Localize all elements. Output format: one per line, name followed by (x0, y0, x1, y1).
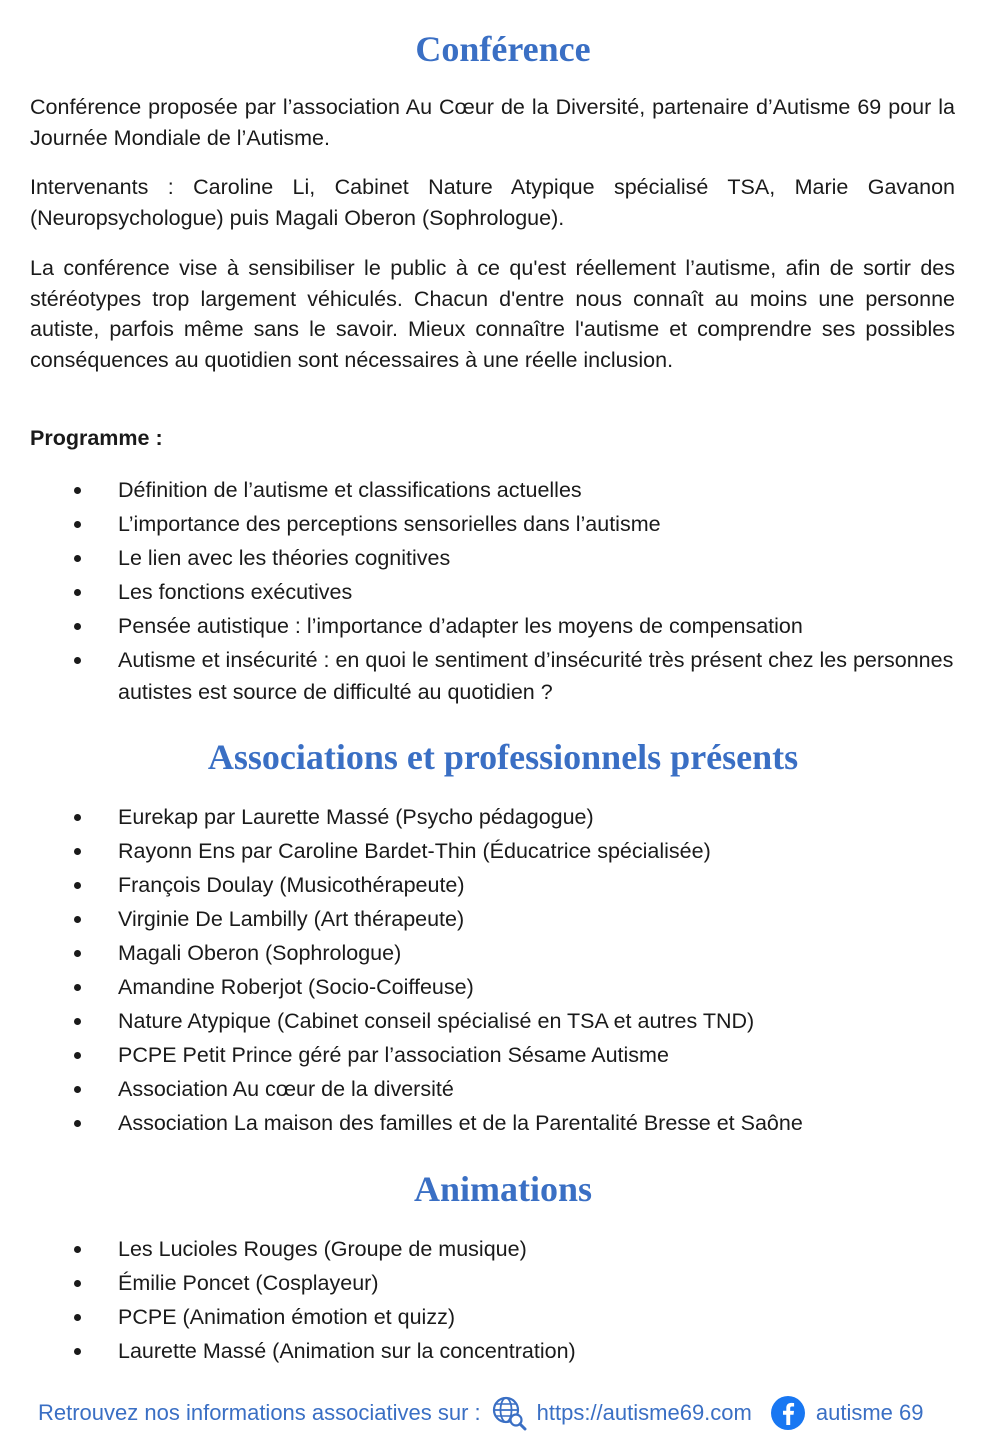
list-item: Les fonctions exécutives (30, 576, 960, 608)
program-label: Programme : (30, 426, 163, 450)
bullet-icon (74, 521, 81, 528)
footer-text: Retrouvez nos informations associatives sur : (38, 1400, 481, 1425)
list-item: Magali Oberon (Sophrologue) (30, 937, 960, 969)
bullet-icon (74, 882, 81, 889)
footer (38, 1393, 923, 1433)
conference-intro: Conférence proposée par l’association Au Cœur de la Diversité, partenaire d’Autisme 69 pour la Journée Mondiale de l’Autisme. (30, 95, 955, 150)
bullet-icon (74, 814, 81, 821)
list-item: Association La maison des familles et de la Parentalité Bresse et Saône (30, 1107, 960, 1139)
bullet-icon (74, 984, 81, 991)
bullet-icon (74, 1086, 81, 1093)
bullet-icon (74, 1314, 81, 1321)
bullet-icon (74, 623, 81, 630)
associations-list (30, 801, 960, 1141)
bullet-icon (74, 1280, 81, 1287)
list-item: Laurette Massé (Animation sur la concentration) (30, 1335, 960, 1367)
conference-description: La conférence vise à sensibiliser le public à ce qu'est réellement l’autisme, afin de sortir des stéréotypes trop largement véhiculés. Chacun d'entre nous connaît au moins une personne autiste, parfois même sans le savoir. Mieux connaître l'autisme et comprendre ses possibles conséquences au quotidien sont nécessaires à une réelle inclusion. (30, 256, 955, 372)
associations-title: Associations et professionnels présents (207, 737, 799, 777)
facebook-icon[interactable] (770, 1395, 806, 1431)
list-item: Définition de l’autisme et classifications actuelles (30, 474, 960, 506)
bullet-icon (74, 487, 81, 494)
bullet-icon (74, 1246, 81, 1253)
bullet-icon (74, 950, 81, 957)
facebook-link[interactable]: autisme 69 (815, 1400, 924, 1425)
list-item: François Doulay (Musicothérapeute) (30, 869, 960, 901)
list-item: Virginie De Lambilly (Art thérapeute) (30, 903, 960, 935)
list-item: PCPE (Animation émotion et quizz) (30, 1301, 960, 1333)
bullet-icon (74, 1052, 81, 1059)
bullet-icon (74, 555, 81, 562)
list-item: Pensée autistique : l’importance d’adapter les moyens de compensation (30, 610, 960, 642)
bullet-icon (74, 657, 81, 664)
list-item: Émilie Poncet (Cosplayeur) (30, 1267, 960, 1299)
bullet-icon (74, 916, 81, 923)
bullet-icon (74, 1120, 81, 1127)
list-item: Nature Atypique (Cabinet conseil spécialisé en TSA et autres TND) (30, 1005, 960, 1037)
conference-speakers: Intervenants : Caroline Li, Cabinet Nature Atypique spécialisé TSA, Marie Gavanon (Neuropsychologue) puis Magali Oberon (Sophrologue). (30, 175, 955, 230)
list-item: Rayonn Ens par Caroline Bardet-Thin (Éducatrice spécialisée) (30, 835, 960, 867)
list-item: Association Au cœur de la diversité (30, 1073, 960, 1105)
bullet-icon (74, 1348, 81, 1355)
conference-title: Conférence (415, 29, 591, 69)
list-item: Le lien avec les théories cognitives (30, 542, 960, 574)
website-link[interactable]: https://autisme69.com (536, 1400, 752, 1425)
bullet-icon (74, 1018, 81, 1025)
list-item: PCPE Petit Prince géré par l’association Sésame Autisme (30, 1039, 960, 1071)
bullet-icon (74, 848, 81, 855)
globe-search-icon (491, 1395, 527, 1431)
animations-title: Animations (413, 1169, 593, 1209)
list-item: Amandine Roberjot (Socio-Coiffeuse) (30, 971, 960, 1003)
animations-list (30, 1233, 960, 1369)
list-item: L’importance des perceptions sensorielles dans l’autisme (30, 508, 960, 540)
list-item: Eurekap par Laurette Massé (Psycho pédagogue) (30, 801, 960, 833)
bullet-icon (74, 589, 81, 596)
list-item: Autisme et insécurité : en quoi le sentiment d’insécurité très présent chez les personnes autistes est source de difficulté au quotidien ? (30, 644, 960, 708)
program-list (30, 474, 960, 710)
list-item: Les Lucioles Rouges (Groupe de musique) (30, 1233, 960, 1265)
